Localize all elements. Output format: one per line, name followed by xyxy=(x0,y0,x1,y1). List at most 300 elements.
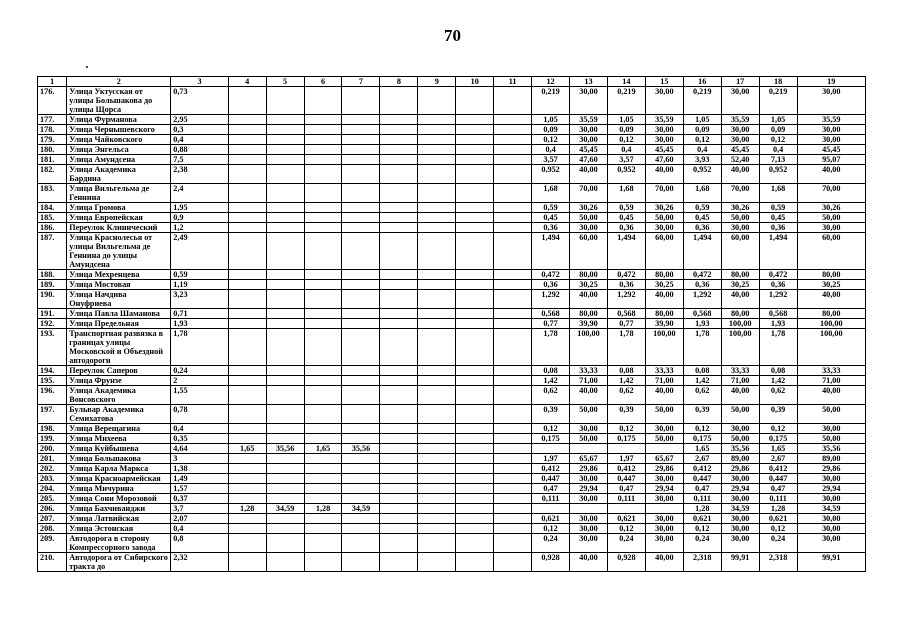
value-cell: 1,292 xyxy=(683,290,721,309)
value-cell xyxy=(342,474,380,484)
value-cell: 40,00 xyxy=(570,553,608,572)
value-cell: 50,00 xyxy=(797,405,865,424)
row-index-cell: 187. xyxy=(38,233,67,270)
length-cell: 0,4 xyxy=(171,424,228,434)
value-cell xyxy=(418,233,456,270)
value-cell: 30,00 xyxy=(645,474,683,484)
value-cell: 40,00 xyxy=(645,165,683,184)
street-name-cell: Улица Большакова xyxy=(67,454,171,464)
value-cell: 30,00 xyxy=(570,424,608,434)
length-cell: 1,19 xyxy=(171,280,228,290)
value-cell: 0,219 xyxy=(607,87,645,115)
value-cell: 30,00 xyxy=(797,494,865,504)
value-cell: 0,412 xyxy=(759,464,797,474)
value-cell xyxy=(456,223,494,233)
column-header: 4 xyxy=(228,77,266,87)
value-cell xyxy=(494,434,532,444)
value-cell: 80,00 xyxy=(645,309,683,319)
value-cell: 30,00 xyxy=(570,223,608,233)
value-cell: 30,00 xyxy=(721,87,759,115)
value-cell: 0,62 xyxy=(607,386,645,405)
value-cell xyxy=(456,280,494,290)
table-row xyxy=(38,494,866,504)
table-row xyxy=(38,145,866,155)
value-cell: 0,472 xyxy=(532,270,570,280)
value-cell: 0,36 xyxy=(607,280,645,290)
value-cell xyxy=(494,524,532,534)
length-cell: 0,8 xyxy=(171,534,228,553)
value-cell xyxy=(304,125,342,135)
table-row xyxy=(38,184,866,203)
value-cell xyxy=(342,514,380,524)
value-cell: 40,00 xyxy=(645,290,683,309)
table-row xyxy=(38,424,866,434)
value-cell xyxy=(266,464,304,474)
street-name-cell: Улица Предельная xyxy=(67,319,171,329)
value-cell: 30,25 xyxy=(721,280,759,290)
row-index-cell: 177. xyxy=(38,115,67,125)
value-cell xyxy=(418,115,456,125)
value-cell: 1,292 xyxy=(759,290,797,309)
value-cell: 30,26 xyxy=(645,203,683,213)
value-cell: 0,36 xyxy=(683,223,721,233)
street-name-cell: Улица Академика Бардина xyxy=(67,165,171,184)
street-name-cell: Улица Сони Морозовой xyxy=(67,494,171,504)
row-index-cell: 197. xyxy=(38,405,67,424)
value-cell xyxy=(456,524,494,534)
value-cell: 0,08 xyxy=(532,366,570,376)
value-cell xyxy=(266,87,304,115)
table-row xyxy=(38,125,866,135)
value-cell xyxy=(494,329,532,366)
value-cell: 0,09 xyxy=(683,125,721,135)
street-name-cell: Улица Красноармейская xyxy=(67,474,171,484)
value-cell xyxy=(304,484,342,494)
value-cell: 30,00 xyxy=(721,135,759,145)
value-cell xyxy=(380,454,418,464)
column-header: 14 xyxy=(607,77,645,87)
value-cell xyxy=(304,534,342,553)
value-cell: 0,952 xyxy=(759,165,797,184)
value-cell: 0,111 xyxy=(607,494,645,504)
value-cell xyxy=(494,484,532,494)
length-cell: 2,38 xyxy=(171,165,228,184)
value-cell xyxy=(380,203,418,213)
value-cell: 60,00 xyxy=(797,233,865,270)
value-cell xyxy=(418,329,456,366)
value-cell xyxy=(418,534,456,553)
value-cell: 29,94 xyxy=(645,484,683,494)
value-cell: 0,447 xyxy=(532,474,570,484)
column-number-row xyxy=(38,77,866,87)
value-cell: 0,36 xyxy=(683,280,721,290)
value-cell: 1,42 xyxy=(759,376,797,386)
value-cell: 0,77 xyxy=(607,319,645,329)
value-cell xyxy=(304,405,342,424)
value-cell: 30,00 xyxy=(797,135,865,145)
value-cell xyxy=(342,534,380,553)
table-body xyxy=(38,87,866,572)
value-cell: 0,62 xyxy=(532,386,570,405)
value-cell xyxy=(266,534,304,553)
column-header: 1 xyxy=(38,77,67,87)
value-cell xyxy=(380,125,418,135)
value-cell: 0,45 xyxy=(607,213,645,223)
value-cell xyxy=(228,270,266,280)
row-index-cell: 200. xyxy=(38,444,67,454)
value-cell xyxy=(456,514,494,524)
value-cell: 0,12 xyxy=(607,424,645,434)
value-cell xyxy=(494,424,532,434)
value-cell xyxy=(304,309,342,319)
value-cell: 30,25 xyxy=(645,280,683,290)
value-cell: 0,175 xyxy=(759,434,797,444)
row-index-cell: 196. xyxy=(38,386,67,405)
value-cell xyxy=(380,270,418,280)
value-cell xyxy=(418,524,456,534)
value-cell: 0,08 xyxy=(607,366,645,376)
value-cell xyxy=(342,319,380,329)
value-cell xyxy=(342,290,380,309)
row-index-cell: 205. xyxy=(38,494,67,504)
value-cell xyxy=(494,464,532,474)
value-cell: 40,00 xyxy=(570,386,608,405)
value-cell: 100,00 xyxy=(797,319,865,329)
value-cell: 0,568 xyxy=(532,309,570,319)
row-index-cell: 208. xyxy=(38,524,67,534)
value-cell: 0,39 xyxy=(607,405,645,424)
column-header: 6 xyxy=(304,77,342,87)
row-index-cell: 176. xyxy=(38,87,67,115)
value-cell xyxy=(228,329,266,366)
column-header: 17 xyxy=(721,77,759,87)
value-cell: 80,00 xyxy=(645,270,683,280)
value-cell: 30,00 xyxy=(645,524,683,534)
value-cell xyxy=(494,290,532,309)
length-cell: 0,3 xyxy=(171,125,228,135)
value-cell: 33,33 xyxy=(570,366,608,376)
value-cell xyxy=(418,290,456,309)
value-cell: 30,00 xyxy=(797,424,865,434)
street-name-cell: Улица Чернышевского xyxy=(67,125,171,135)
value-cell xyxy=(456,270,494,280)
value-cell: 1,68 xyxy=(759,184,797,203)
value-cell: 1,28 xyxy=(683,504,721,514)
value-cell: 50,00 xyxy=(570,434,608,444)
value-cell: 30,00 xyxy=(797,534,865,553)
value-cell: 0,59 xyxy=(607,203,645,213)
value-cell xyxy=(304,145,342,155)
value-cell: 65,67 xyxy=(645,454,683,464)
value-cell xyxy=(380,504,418,514)
value-cell xyxy=(228,87,266,115)
value-cell: 0,09 xyxy=(759,125,797,135)
table-row xyxy=(38,203,866,213)
table-row xyxy=(38,280,866,290)
value-cell xyxy=(456,376,494,386)
row-index-cell: 194. xyxy=(38,366,67,376)
value-cell: 0,12 xyxy=(532,524,570,534)
value-cell: 80,00 xyxy=(570,270,608,280)
value-cell xyxy=(380,534,418,553)
value-cell: 1,68 xyxy=(683,184,721,203)
value-cell xyxy=(570,504,608,514)
value-cell: 0,45 xyxy=(683,213,721,223)
value-cell: 45,45 xyxy=(570,145,608,155)
value-cell: 50,00 xyxy=(797,434,865,444)
value-cell xyxy=(266,184,304,203)
value-cell: 35,59 xyxy=(797,115,865,125)
value-cell: 0,219 xyxy=(683,87,721,115)
value-cell: 0,12 xyxy=(759,424,797,434)
value-cell xyxy=(228,376,266,386)
value-cell xyxy=(456,553,494,572)
value-cell: 30,00 xyxy=(721,514,759,524)
value-cell: 0,111 xyxy=(759,494,797,504)
street-name-cell: Улица Карла Маркса xyxy=(67,464,171,474)
value-cell: 0,621 xyxy=(683,514,721,524)
column-header: 18 xyxy=(759,77,797,87)
value-cell xyxy=(228,223,266,233)
value-cell: 80,00 xyxy=(570,309,608,319)
value-cell: 0,09 xyxy=(607,125,645,135)
value-cell: 30,00 xyxy=(645,424,683,434)
value-cell xyxy=(380,524,418,534)
value-cell: 34,59 xyxy=(266,504,304,514)
value-cell: 0,12 xyxy=(683,424,721,434)
value-cell xyxy=(456,165,494,184)
value-cell: 0,12 xyxy=(759,524,797,534)
length-cell: 1,57 xyxy=(171,484,228,494)
value-cell: 100,00 xyxy=(570,329,608,366)
length-cell: 1,38 xyxy=(171,464,228,474)
value-cell: 0,24 xyxy=(759,534,797,553)
value-cell: 1,28 xyxy=(228,504,266,514)
value-cell xyxy=(418,386,456,405)
value-cell xyxy=(418,87,456,115)
value-cell xyxy=(304,386,342,405)
value-cell: 47,60 xyxy=(645,155,683,165)
value-cell xyxy=(304,203,342,213)
value-cell xyxy=(304,213,342,223)
value-cell xyxy=(266,290,304,309)
street-name-cell: Улица Павла Шаманова xyxy=(67,309,171,319)
value-cell xyxy=(228,135,266,145)
value-cell: 0,175 xyxy=(532,434,570,444)
length-cell: 4,64 xyxy=(171,444,228,454)
length-cell: 2,95 xyxy=(171,115,228,125)
value-cell xyxy=(266,366,304,376)
value-cell: 2,67 xyxy=(759,454,797,464)
value-cell xyxy=(645,444,683,454)
value-cell xyxy=(304,184,342,203)
column-header: 16 xyxy=(683,77,721,87)
value-cell xyxy=(228,290,266,309)
value-cell xyxy=(607,504,645,514)
value-cell: 0,09 xyxy=(532,125,570,135)
value-cell xyxy=(266,125,304,135)
row-index-cell: 207. xyxy=(38,514,67,524)
value-cell xyxy=(304,376,342,386)
value-cell: 0,175 xyxy=(607,434,645,444)
table-row xyxy=(38,135,866,145)
value-cell xyxy=(456,125,494,135)
value-cell xyxy=(494,319,532,329)
value-cell: 0,36 xyxy=(532,280,570,290)
value-cell: 30,00 xyxy=(645,87,683,115)
value-cell: 30,00 xyxy=(570,135,608,145)
value-cell xyxy=(304,424,342,434)
length-cell: 0,4 xyxy=(171,135,228,145)
value-cell xyxy=(380,474,418,484)
value-cell xyxy=(380,464,418,474)
value-cell xyxy=(494,376,532,386)
street-name-cell: Автодорога в сторону Компрессорного завода xyxy=(67,534,171,553)
value-cell xyxy=(456,115,494,125)
value-cell xyxy=(266,270,304,280)
value-cell xyxy=(228,464,266,474)
value-cell xyxy=(380,233,418,270)
value-cell: 30,00 xyxy=(645,125,683,135)
value-cell xyxy=(304,553,342,572)
value-cell: 34,59 xyxy=(797,504,865,514)
value-cell xyxy=(304,280,342,290)
value-cell: 1,78 xyxy=(759,329,797,366)
value-cell: 0,412 xyxy=(683,464,721,474)
value-cell xyxy=(494,280,532,290)
value-cell xyxy=(380,155,418,165)
value-cell xyxy=(456,494,494,504)
value-cell xyxy=(494,184,532,203)
value-cell: 40,00 xyxy=(797,290,865,309)
value-cell xyxy=(228,184,266,203)
table-row xyxy=(38,165,866,184)
value-cell xyxy=(266,553,304,572)
value-cell xyxy=(380,405,418,424)
value-cell xyxy=(456,474,494,484)
value-cell xyxy=(456,434,494,444)
value-cell: 33,33 xyxy=(797,366,865,376)
value-cell: 100,00 xyxy=(797,329,865,366)
length-cell: 2,49 xyxy=(171,233,228,270)
value-cell: 60,00 xyxy=(570,233,608,270)
value-cell: 45,45 xyxy=(721,145,759,155)
value-cell xyxy=(380,494,418,504)
value-cell: 50,00 xyxy=(570,405,608,424)
value-cell xyxy=(494,405,532,424)
value-cell xyxy=(456,135,494,145)
value-cell: 0,12 xyxy=(683,524,721,534)
value-cell: 34,59 xyxy=(721,504,759,514)
street-name-cell: Улица Фурманова xyxy=(67,115,171,125)
value-cell xyxy=(418,484,456,494)
value-cell: 100,00 xyxy=(721,329,759,366)
value-cell xyxy=(494,203,532,213)
value-cell: 1,292 xyxy=(607,290,645,309)
length-cell: 1,78 xyxy=(171,329,228,366)
value-cell: 1,65 xyxy=(228,444,266,454)
value-cell: 50,00 xyxy=(645,213,683,223)
row-index-cell: 195. xyxy=(38,376,67,386)
value-cell xyxy=(418,405,456,424)
street-name-cell: Улица Михеева xyxy=(67,434,171,444)
street-name-cell: Автодорога от Сибирского тракта до xyxy=(67,553,171,572)
value-cell xyxy=(342,135,380,145)
table-row xyxy=(38,534,866,553)
value-cell: 40,00 xyxy=(721,290,759,309)
table-row xyxy=(38,290,866,309)
value-cell: 30,26 xyxy=(721,203,759,213)
value-cell: 0,45 xyxy=(532,213,570,223)
value-cell: 30,26 xyxy=(797,203,865,213)
value-cell xyxy=(418,474,456,484)
value-cell xyxy=(342,366,380,376)
value-cell: 29,86 xyxy=(721,464,759,474)
value-cell: 40,00 xyxy=(721,165,759,184)
value-cell: 60,00 xyxy=(721,233,759,270)
value-cell: 0,45 xyxy=(759,213,797,223)
value-cell: 0,62 xyxy=(759,386,797,405)
value-cell xyxy=(380,376,418,386)
value-cell: 1,97 xyxy=(532,454,570,464)
value-cell: 0,621 xyxy=(532,514,570,524)
row-index-cell: 198. xyxy=(38,424,67,434)
length-cell: 0,24 xyxy=(171,366,228,376)
value-cell: 0,08 xyxy=(759,366,797,376)
street-name-cell: Переулок Клинический xyxy=(67,223,171,233)
value-cell: 30,00 xyxy=(570,524,608,534)
value-cell xyxy=(418,376,456,386)
value-cell: 0,4 xyxy=(759,145,797,155)
value-cell: 30,00 xyxy=(721,494,759,504)
value-cell xyxy=(342,87,380,115)
value-cell: 30,00 xyxy=(721,524,759,534)
value-cell: 0,36 xyxy=(607,223,645,233)
value-cell: 0,36 xyxy=(759,280,797,290)
street-name-cell: Улица Мичурина xyxy=(67,484,171,494)
value-cell: 3,57 xyxy=(607,155,645,165)
value-cell: 0,219 xyxy=(532,87,570,115)
row-index-cell: 201. xyxy=(38,454,67,464)
table-row xyxy=(38,155,866,165)
value-cell: 1,68 xyxy=(607,184,645,203)
length-cell: 1,49 xyxy=(171,474,228,484)
value-cell xyxy=(607,444,645,454)
value-cell: 1,93 xyxy=(683,319,721,329)
table-container xyxy=(37,76,866,598)
value-cell xyxy=(418,514,456,524)
value-cell: 80,00 xyxy=(797,309,865,319)
value-cell xyxy=(228,155,266,165)
value-cell xyxy=(266,213,304,223)
table-row xyxy=(38,444,866,454)
value-cell: 30,00 xyxy=(797,514,865,524)
value-cell xyxy=(342,405,380,424)
column-header: 5 xyxy=(266,77,304,87)
value-cell xyxy=(456,290,494,309)
value-cell xyxy=(266,405,304,424)
value-cell xyxy=(342,203,380,213)
value-cell: 0,447 xyxy=(759,474,797,484)
length-cell: 0,59 xyxy=(171,270,228,280)
value-cell xyxy=(304,366,342,376)
value-cell: 40,00 xyxy=(721,386,759,405)
value-cell: 0,952 xyxy=(683,165,721,184)
street-name-cell: Улица Энгельса xyxy=(67,145,171,155)
value-cell xyxy=(342,145,380,155)
value-cell: 0,472 xyxy=(683,270,721,280)
length-cell: 1,95 xyxy=(171,203,228,213)
